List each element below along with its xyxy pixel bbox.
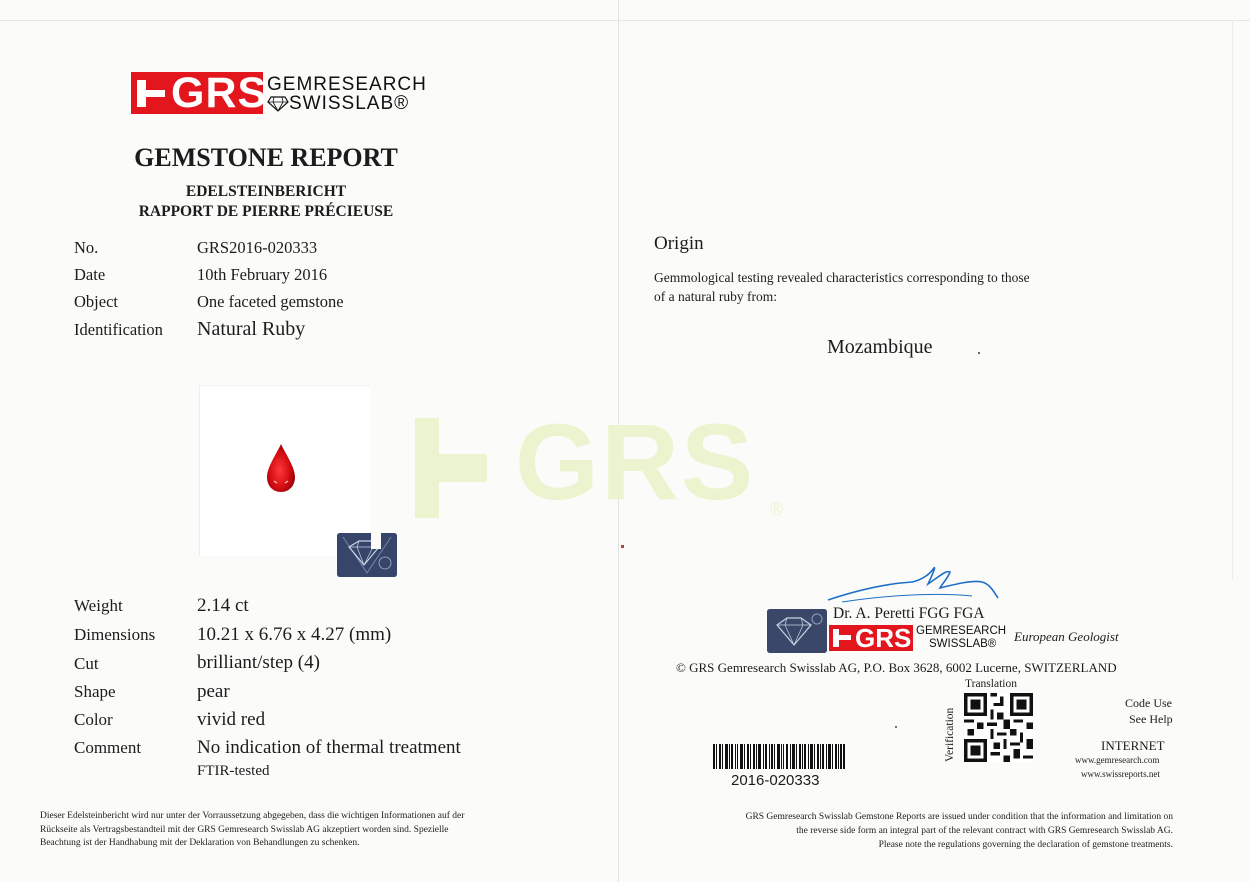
ruby-gemstone-image <box>266 443 296 493</box>
fine-print-german <box>40 810 585 851</box>
internet-label: INTERNET <box>1101 738 1165 753</box>
origin-text-line: Gemmological testing revealed characteristics corresponding to those <box>654 270 1030 285</box>
spec-value-comment: No indication of thermal treatment <box>197 737 461 758</box>
signer-title: European Geologist <box>1014 629 1119 644</box>
verification-label: Verification <box>944 707 956 762</box>
swiss-cross-icon <box>137 80 165 107</box>
logo-gemresearch: GEMRESEARCH <box>267 74 427 95</box>
logo-swisslab: SWISSLAB® <box>289 93 410 114</box>
grs-logo-mark: GRS <box>171 69 268 117</box>
grs-logo-small-mark: GRS <box>855 623 912 653</box>
verification-qr-code[interactable] <box>964 693 1033 762</box>
field-label-date: Date <box>74 265 106 284</box>
diamond-icon <box>267 96 289 112</box>
page-edge-right <box>1232 20 1233 580</box>
stray-mark <box>621 545 624 548</box>
see-help-label: See Help <box>1129 712 1173 726</box>
page-edge-top <box>0 20 1250 21</box>
company-address: © GRS Gemresearch Swisslab AG, P.O. Box 3628, 6002 Lucerne, SWITZERLAND <box>676 660 1117 675</box>
security-hologram-small <box>767 609 827 653</box>
spec-value-dimensions: 10.21 x 6.76 x 4.27 (mm) <box>197 624 392 645</box>
field-value-object: One faceted gemstone <box>197 292 344 311</box>
website-gemresearch[interactable]: www.gemresearch.com <box>1075 755 1160 765</box>
code-use-label: Code Use <box>1125 696 1172 710</box>
security-hologram <box>337 533 397 577</box>
logo-small-gemresearch: GEMRESEARCH <box>916 625 1007 637</box>
spec-label-dimensions: Dimensions <box>74 625 156 644</box>
barcode-number: 2016-020333 <box>731 772 820 789</box>
spec-value-cut: brilliant/step (4) <box>197 652 320 673</box>
grs-logo <box>131 69 427 117</box>
origin-text-line: of a natural ruby from: <box>654 289 777 304</box>
fine-print-english-line: the reverse side form an integral part of the relevant contract with GRS Gemresearch Swisslab AG. <box>796 826 1173 836</box>
grs-logo-small <box>829 625 1009 651</box>
stray-dot <box>978 352 980 354</box>
spec-value-color: vivid red <box>197 709 266 730</box>
spec-label-color: Color <box>74 710 113 729</box>
spec-label-cut: Cut <box>74 654 99 673</box>
grs-watermark <box>415 401 795 528</box>
watermark-text: GRS <box>515 401 756 522</box>
origin-heading: Origin <box>654 233 704 254</box>
spec-label-comment: Comment <box>74 738 142 757</box>
comment-note: FTIR-tested <box>197 763 270 779</box>
field-value-number: GRS2016-020333 <box>197 238 318 257</box>
field-value-identification: Natural Ruby <box>197 318 306 340</box>
field-label-object: Object <box>74 292 118 311</box>
swiss-flag-watermark-icon <box>415 418 487 518</box>
report-subtitle-german: EDELSTEINBERICHT <box>185 183 347 200</box>
field-label-number: No. <box>74 238 99 257</box>
swiss-cross-icon <box>833 629 851 647</box>
website-swissreports[interactable]: www.swissreports.net <box>1081 769 1160 779</box>
stray-mark <box>895 726 897 728</box>
report-subtitle-french: RAPPORT DE PIERRE PRÉCIEUSE <box>138 203 394 220</box>
grs-logo-box <box>131 69 268 117</box>
logo-small-swisslab: SWISSLAB® <box>929 638 997 650</box>
fine-print-german-line: Rückseite als Vertragsbestandteil mit der GRS Gemresearch Swisslab AG akzeptiert worden sind. Spezielle <box>40 824 449 835</box>
report-title: GEMSTONE REPORT <box>134 143 398 172</box>
fine-print-english-line: GRS Gemresearch Swisslab Gemstone Reports are issued under condition that the information and limitation on <box>745 812 1173 822</box>
hologram-diamond-icon <box>337 533 397 577</box>
fine-print-english <box>668 810 1173 852</box>
fine-print-german-line: Dieser Edelsteinbericht wird nur unter der Vorraussetzung abgegeben, dass die wichtigen Informationen auf der <box>40 811 465 821</box>
fine-print-english-line: Please note the regulations governing the declaration of gemstone treatments. <box>878 840 1173 850</box>
origin-text <box>654 268 1124 306</box>
spec-value-shape: pear <box>197 681 230 702</box>
spec-label-shape: Shape <box>74 682 116 701</box>
spec-label-weight: Weight <box>74 596 123 615</box>
signer-name: Dr. A. Peretti FGG FGA <box>833 605 985 622</box>
translation-label: Translation <box>965 678 1017 690</box>
hologram-diamond-icon <box>767 609 827 653</box>
field-value-date: 10th February 2016 <box>197 265 328 284</box>
fine-print-german-line: Beachtung ist der Handhabung mit der Deklaration von Behandlungen zu schenken. <box>40 838 360 848</box>
watermark-registered: ® <box>770 499 784 519</box>
report-barcode <box>713 744 845 769</box>
field-label-identification: Identification <box>74 320 163 339</box>
grs-logo-small-box <box>829 625 913 651</box>
spec-value-weight: 2.14 ct <box>197 595 249 616</box>
origin-country: Mozambique <box>827 336 933 358</box>
